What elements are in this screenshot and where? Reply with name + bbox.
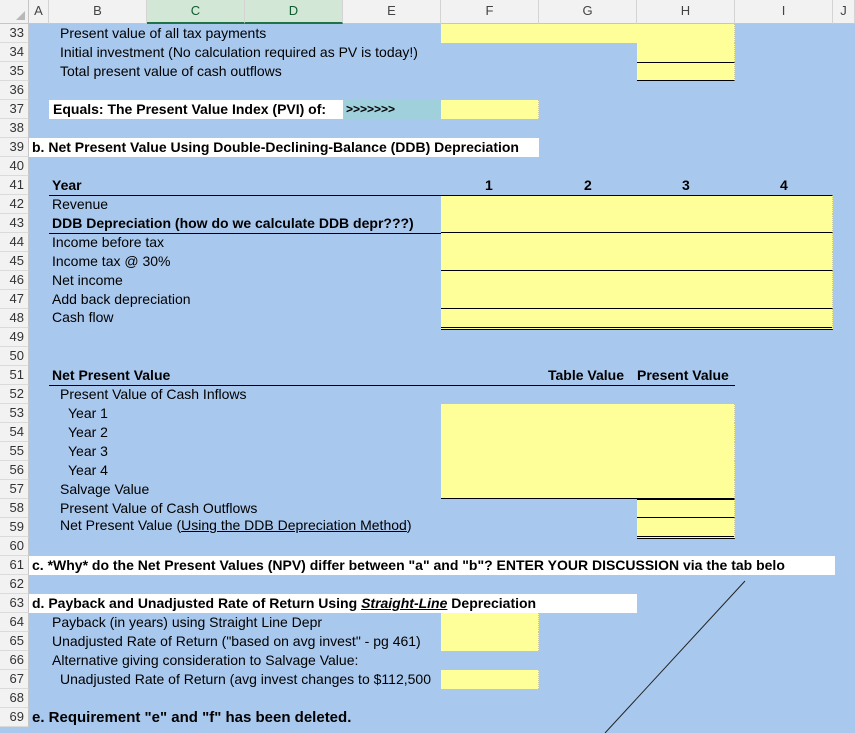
row-header-42[interactable]: 42 [0,195,29,214]
row-header-33[interactable]: 33 [0,24,29,43]
col-header-a[interactable]: A [29,0,49,24]
label-year-1: Year 1 [68,405,108,421]
year-3-header: 3 [682,177,690,193]
row-header-43[interactable]: 43 [0,214,29,233]
col-header-e[interactable]: E [343,0,441,24]
section-d-suffix: Depreciation [447,595,537,611]
label-salvage-value: Salvage Value [60,481,150,497]
row-header-68[interactable]: 68 [0,689,29,708]
col-header-i[interactable]: I [735,0,833,24]
col-header-j[interactable]: J [833,0,855,24]
label-initial-investment: Initial investment (No calculation required as PV is today!) [60,44,418,60]
row-header-48[interactable]: 48 [0,309,29,328]
row-header-61[interactable]: 61 [0,556,29,575]
year-1-header: 1 [485,177,493,193]
row-header-54[interactable]: 54 [0,423,29,442]
row-header-57[interactable]: 57 [0,480,29,499]
npv-ddb-suffix: ) [406,517,412,533]
label-pv-cash-outflows: Present Value of Cash Outflows [60,500,258,516]
label-year-2: Year 2 [68,424,108,440]
label-alternative-salvage: Alternative giving consideration to Salvage Value: [52,652,359,668]
row-header-51[interactable]: 51 [0,366,29,385]
row-header-63[interactable]: 63 [0,594,29,613]
label-year-3: Year 3 [68,443,108,459]
label-ddb-depreciation: DDB Depreciation (how do we calculate DDB depr???) [52,215,414,231]
col-header-g[interactable]: G [539,0,637,24]
label-net-income: Net income [52,272,123,288]
npv-ddb-method: Using the DDB Depreciation Method [181,517,407,533]
row-header-52[interactable]: 52 [0,385,29,404]
row-header-34[interactable]: 34 [0,43,29,62]
section-d-straight-line: Straight-Line [361,595,448,611]
year-2-header: 2 [584,177,592,193]
section-b-title: b. Net Present Value Using Double-Declining-Balance (DDB) Depreciation [32,139,519,155]
label-unadjusted-ror-avg: Unadjusted Rate of Return (avg invest changes to $112,500 [60,671,431,687]
label-pvi: Equals: The Present Value Index (PVI) of: [53,101,327,117]
row-header-36[interactable]: 36 [0,81,29,100]
row-header-62[interactable]: 62 [0,575,29,594]
label-revenue: Revenue [52,196,109,212]
pvi-arrows: >>>>>>> [346,102,396,116]
row-header-49[interactable]: 49 [0,328,29,347]
col-header-h[interactable]: H [637,0,735,24]
section-e-note: e. Requirement "e" and "f" has been deleted. [32,709,352,726]
label-payback: Payback (in years) using Straight Line Depr [52,614,323,630]
label-total-pv-outflows: Total present value of cash outflows [60,63,282,79]
row-header-38[interactable]: 38 [0,119,29,138]
label-table-value: Table Value [548,367,624,383]
label-pv-cash-inflows: Present Value of Cash Inflows [60,386,247,402]
row-header-44[interactable]: 44 [0,233,29,252]
row-header-55[interactable]: 55 [0,442,29,461]
col-header-c[interactable]: C [147,0,245,24]
year-4-header: 4 [780,177,788,193]
row-header-39[interactable]: 39 [0,138,29,157]
label-year-4: Year 4 [68,462,108,478]
row-header-37[interactable]: 37 [0,100,29,119]
row-header-46[interactable]: 46 [0,271,29,290]
row-header-45[interactable]: 45 [0,252,29,271]
col-header-f[interactable]: F [441,0,539,24]
label-year: Year [52,177,82,193]
label-add-back-depreciation: Add back depreciation [52,291,191,307]
row-header-67[interactable]: 67 [0,670,29,689]
row-header-59[interactable]: 59 [0,518,29,537]
row-header-64[interactable]: 64 [0,613,29,632]
label-unadjusted-ror: Unadjusted Rate of Return ("based on avg invest" - pg 461) [52,633,421,649]
col-header-d[interactable]: D [245,0,343,24]
row-header-40[interactable]: 40 [0,157,29,176]
label-income-before-tax: Income before tax [52,234,165,250]
label-income-tax: Income tax @ 30% [52,253,171,269]
row-header-65[interactable]: 65 [0,632,29,651]
row-header-50[interactable]: 50 [0,347,29,366]
label-cash-flow: Cash flow [52,309,114,325]
row-header-53[interactable]: 53 [0,404,29,423]
row-header-35[interactable]: 35 [0,62,29,81]
section-c-question: c. *Why* do the Net Present Values (NPV) differ between "a" and "b"? ENTER YOUR DISCUSSION via the tab belo [32,557,785,573]
row-header-66[interactable]: 66 [0,651,29,670]
npv-ddb-prefix: Net Present Value ( [60,517,182,533]
row-header-41[interactable]: 41 [0,176,29,195]
section-d-prefix: d. Payback and Unadjusted Rate of Return Using [32,595,362,611]
row-header-69[interactable]: 69 [0,708,29,727]
row-header-60[interactable]: 60 [0,537,29,556]
label-net-present-value: Net Present Value [52,367,171,383]
row-header-58[interactable]: 58 [0,499,29,518]
col-header-b[interactable]: B [49,0,147,24]
label-present-value: Present Value [637,367,729,383]
row-header-47[interactable]: 47 [0,290,29,309]
row-header-56[interactable]: 56 [0,461,29,480]
label-pv-tax-payments: Present value of all tax payments [60,25,267,41]
